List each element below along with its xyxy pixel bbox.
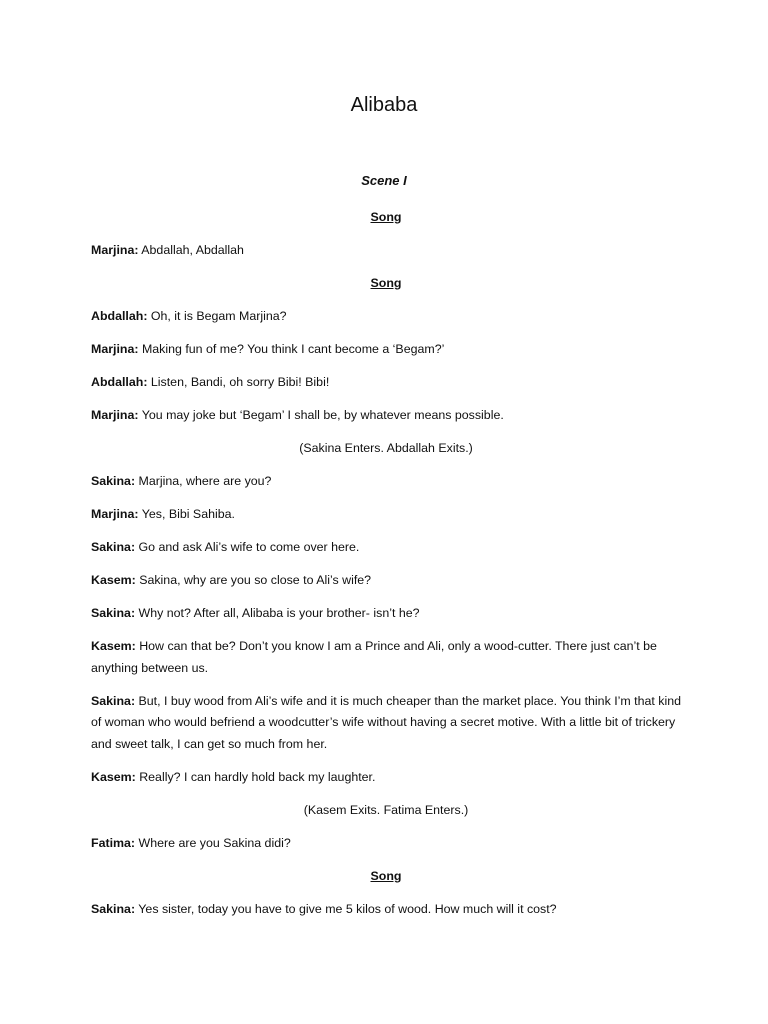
dialogue-line xyxy=(91,603,681,625)
song-marker: Song xyxy=(370,276,402,290)
dialogue-text: Abdallah, Abdallah xyxy=(138,243,244,257)
dialogue-text: Making fun of me? You think I cant become a ‘Begam?’ xyxy=(138,342,445,356)
scene-heading: Scene I xyxy=(361,173,407,188)
speaker-name: Sakina: xyxy=(91,474,136,488)
speaker-name: Marjina: xyxy=(91,342,139,356)
stage-direction: (Kasem Exits. Fatima Enters.) xyxy=(303,802,469,817)
dialogue-line xyxy=(91,405,681,427)
dialogue-text: Sakina, why are you so close to Ali’s wife? xyxy=(135,573,372,587)
dialogue-line xyxy=(91,833,681,855)
speaker-name: Sakina: xyxy=(91,901,136,916)
dialogue-text: Yes, Bibi Sahiba. xyxy=(138,507,235,521)
dialogue-text: Yes sister, today you have to give me 5 kilos of wood. How much will it cost? xyxy=(135,901,557,916)
speaker-name: Sakina: xyxy=(91,606,136,620)
dialogue-text: Oh, it is Begam Marjina? xyxy=(147,309,287,323)
dialogue-text: How can that be? Don’t you know I am a Prince and Ali, only a wood-cutter. There just can’t be anything between us. xyxy=(91,639,657,675)
dialogue-line xyxy=(91,306,681,328)
dialogue-line xyxy=(91,691,681,756)
dialogue-text: Really? I can hardly hold back my laughter. xyxy=(135,769,376,784)
dialogue-text: Where are you Sakina didi? xyxy=(135,835,291,850)
dialogue-line xyxy=(91,372,681,394)
dialogue-line xyxy=(91,504,681,526)
dialogue-text: Why not? After all, Alibaba is your brother- isn’t he? xyxy=(135,606,420,620)
dialogue-text: You may joke but ‘Begam’ I shall be, by whatever means possible. xyxy=(138,408,504,422)
speaker-name: Abdallah: xyxy=(91,309,148,323)
dialogue-text: Listen, Bandi, oh sorry Bibi! Bibi! xyxy=(147,375,330,389)
dialogue-text: Go and ask Ali’s wife to come over here. xyxy=(135,540,360,554)
speaker-name: Fatima: xyxy=(91,835,136,850)
speaker-name: Abdallah: xyxy=(91,375,148,389)
speaker-name: Sakina: xyxy=(91,693,136,708)
speaker-name: Kasem: xyxy=(91,639,136,653)
dialogue-line xyxy=(91,471,681,493)
speaker-name: Marjina: xyxy=(91,408,139,422)
speaker-name: Marjina: xyxy=(91,243,139,257)
song-marker: Song xyxy=(370,868,402,883)
dialogue-line xyxy=(91,537,681,559)
speaker-name: Kasem: xyxy=(91,769,136,784)
dialogue-text: Marjina, where are you? xyxy=(135,474,272,488)
dialogue-line xyxy=(91,240,681,262)
dialogue-line xyxy=(91,767,681,789)
dialogue-line xyxy=(91,636,681,679)
speaker-name: Marjina: xyxy=(91,507,139,521)
stage-direction: (Sakina Enters. Abdallah Exits.) xyxy=(299,441,473,455)
dialogue-line xyxy=(91,899,681,921)
song-marker: Song xyxy=(370,210,402,224)
dialogue-line xyxy=(91,339,681,361)
speaker-name: Sakina: xyxy=(91,540,136,554)
dialogue-line xyxy=(91,570,681,592)
script-body xyxy=(91,207,681,932)
document-title: Alibaba xyxy=(350,94,418,116)
dialogue-text: But, I buy wood from Ali’s wife and it is much cheaper than the market place. You think I’m that kind of woman who would befriend a woodcutter’s wife without having a secret motive. With a little bit of trickery and sweet talk, I can get so much from her. xyxy=(91,693,682,751)
speaker-name: Kasem: xyxy=(91,573,136,587)
